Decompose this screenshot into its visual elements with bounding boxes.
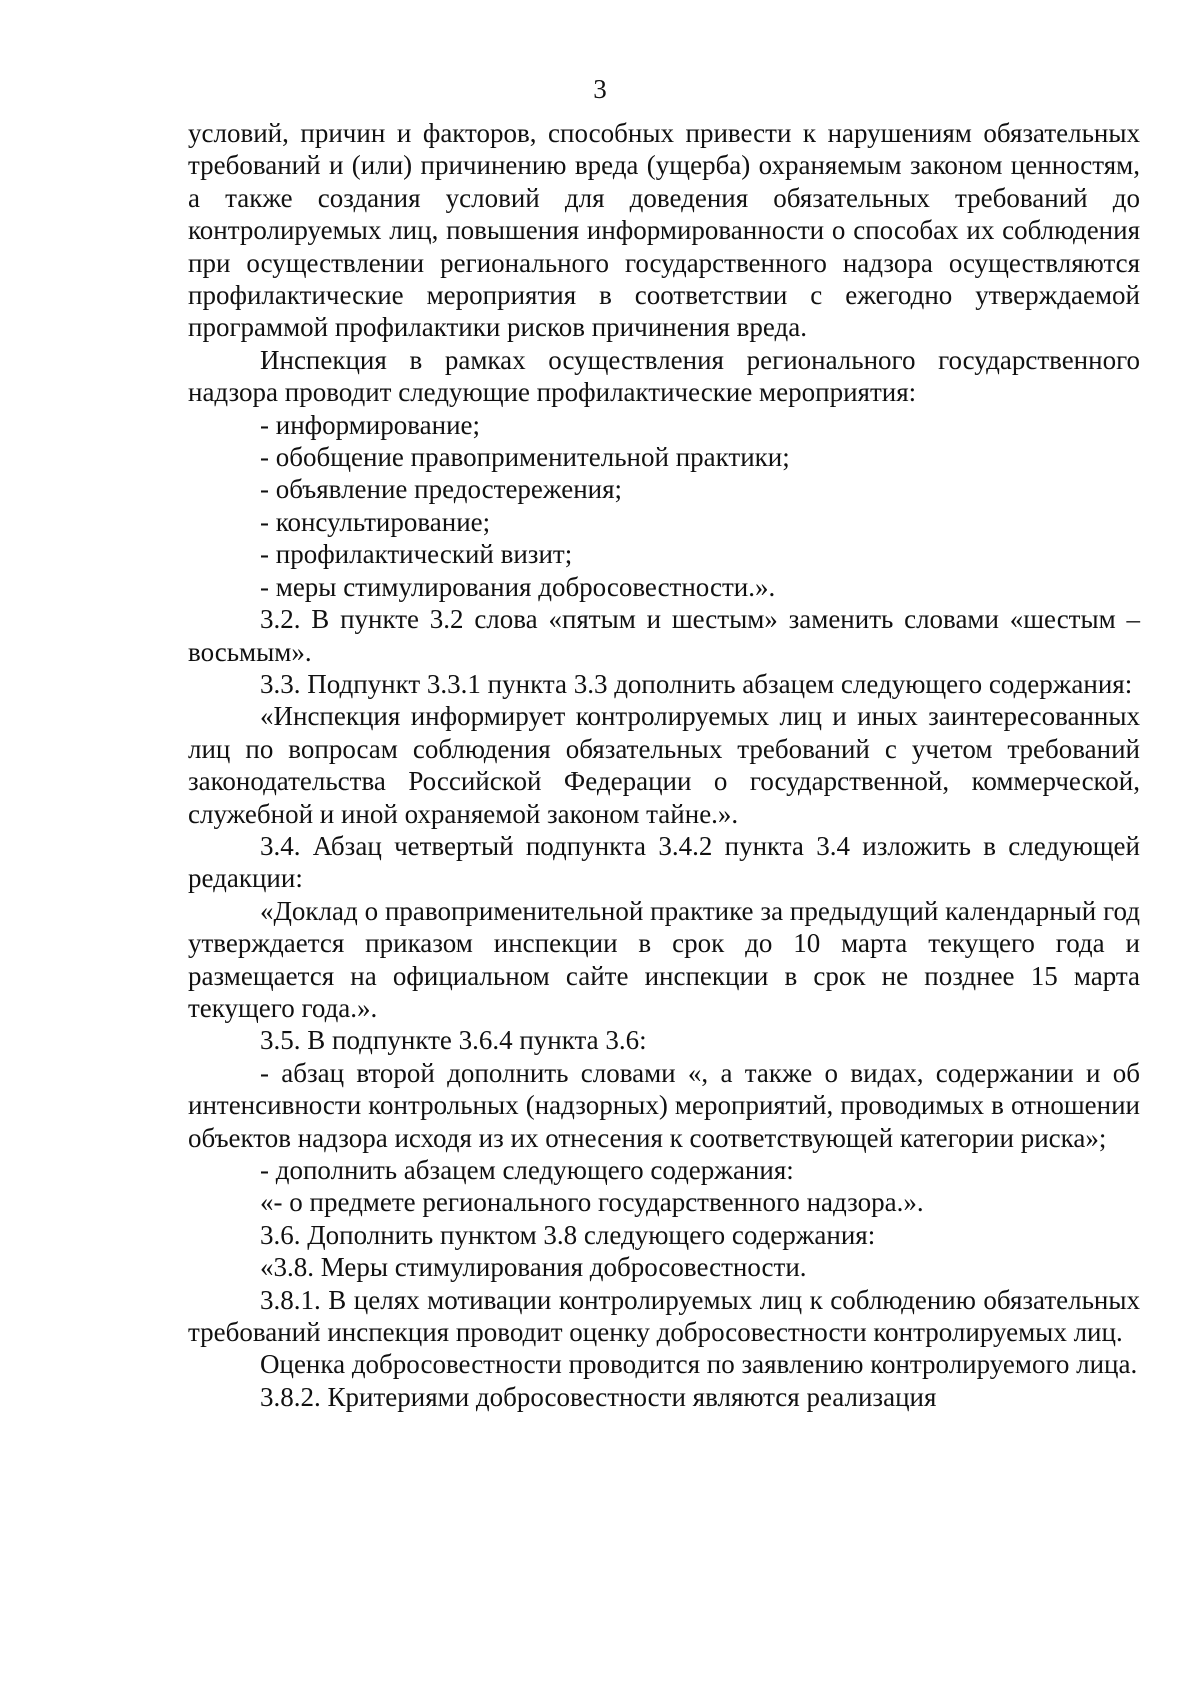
paragraph: 3.3. Подпункт 3.3.1 пункта 3.3 дополнить абзацем следующего содержания:	[260, 668, 1133, 699]
paragraph: Инспекция в рамках осуществления регионального государственного надзора проводит следующие профилактические мероприятия:	[188, 344, 1140, 408]
paragraph: Оценка добросовестности проводится по заявлению контролируемого лица.	[260, 1349, 1138, 1380]
list-item: - меры стимулирования добросовестности.».	[260, 571, 776, 602]
paragraph: 3.8.1. В целях мотивации контролируемых лиц к соблюдению обязательных требований инспекция проводит оценку добросовестности контролируемых лиц.	[188, 1284, 1140, 1348]
paragraph: 3.6. Дополнить пунктом 3.8 следующего содержания:	[260, 1219, 876, 1250]
paragraph: 3.4. Абзац четвертый подпункта 3.4.2 пункта 3.4 изложить в следующей редакции:	[188, 830, 1140, 894]
section-heading: «3.8. Меры стимулирования добросовестности.	[260, 1252, 807, 1283]
paragraph: 3.2. В пункте 3.2 слова «пятым и шестым» заменить словами «шестым – восьмым».	[188, 604, 1140, 667]
list-item: - обобщение правоприменительной практики;	[260, 442, 790, 473]
list-item: - профилактический визит;	[260, 539, 573, 570]
document-body	[188, 117, 1140, 1413]
list-item: - объявление предостережения;	[260, 474, 623, 505]
paragraph: 3.8.2. Критериями добросовестности являются реализация	[260, 1381, 937, 1412]
page-number: 3	[593, 74, 607, 104]
paragraph: условий, причин и факторов, способных привести к нарушениям обязательных требований и (или) причинению вреда (ущерба) охраняемым законом ценностям, а также создания условий для доведения обязательных требований до контролируемых лиц, повышения информированности о способах их соблюдения при осуществлении регионального государственного надзора осуществляются профилактические мероприятия в соответствии с ежегодно утверждаемой программой профилактики рисков причинения вреда.	[188, 118, 1140, 343]
paragraph: 3.5. В подпункте 3.6.4 пункта 3.6:	[260, 1025, 647, 1056]
quoted-paragraph: «Инспекция информирует контролируемых лиц и иных заинтересованных лиц по вопросам соблюдения обязательных требований с учетом требований законодательства Российской Федерации о государственной, коммерческой, служебной и иной охраняемой законом тайне.».	[188, 701, 1140, 829]
list-item: - консультирование;	[260, 506, 491, 537]
list-item: - информирование;	[260, 409, 481, 440]
paragraph: - дополнить абзацем следующего содержания:	[260, 1155, 794, 1185]
quoted-paragraph: «- о предмете регионального государственного надзора.».	[260, 1187, 924, 1218]
paragraph: - абзац второй дополнить словами «, а также о видах, содержании и об интенсивности контрольных (надзорных) мероприятий, проводимых в отношении объектов надзора исходя из их отнесения к соответствующей категории риска»;	[188, 1057, 1140, 1153]
quoted-paragraph: «Доклад о правоприменительной практике за предыдущий календарный год утверждается приказом инспекции в срок до 10 марта текущего года и размещается на официальном сайте инспекции в срок не позднее 15 марта текущего года.».	[188, 895, 1140, 1023]
